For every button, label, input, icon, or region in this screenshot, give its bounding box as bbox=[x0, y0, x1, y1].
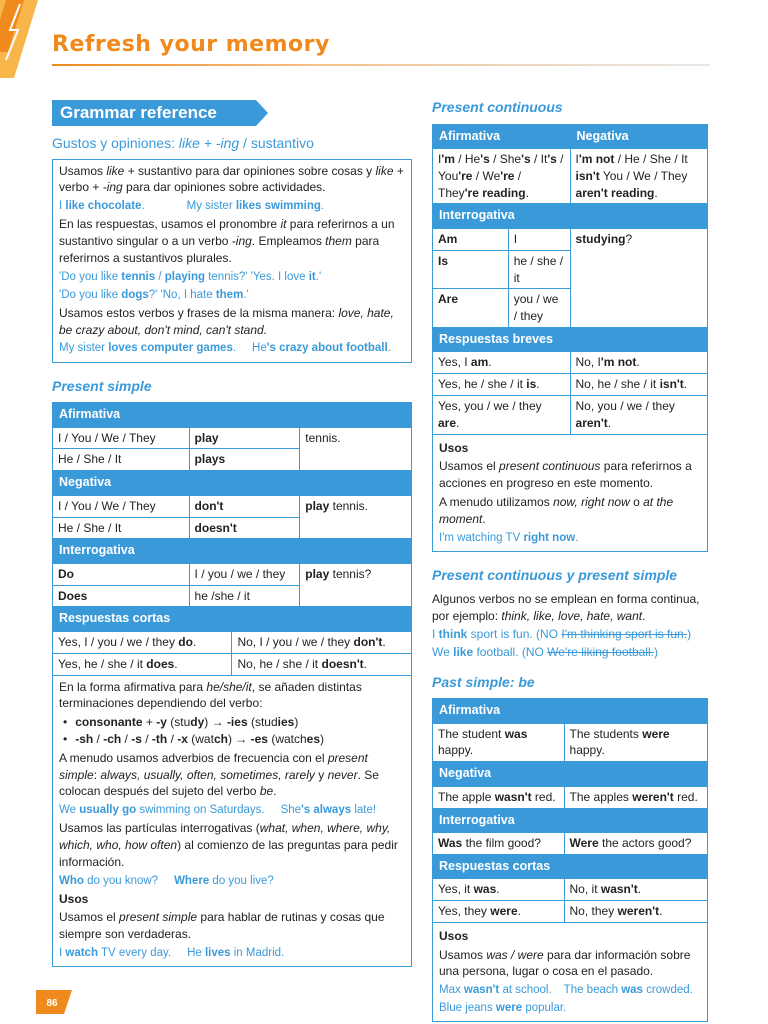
pc-resp-no-2: No, he / she / it isn't. bbox=[570, 374, 707, 396]
ps-aff-verb-1: play bbox=[189, 427, 300, 449]
pb-negativa-header: Negativa bbox=[433, 762, 708, 787]
present-simple-notes bbox=[52, 676, 412, 968]
gustos-box bbox=[52, 159, 412, 363]
pc-afirmativa-header: Afirmativa bbox=[433, 124, 571, 149]
gustos-paragraph-1: Usamos like + sustantivo para dar opiniones sobre cosas y like + verbo + -ing para dar opiniones sobre actividades. bbox=[59, 163, 404, 195]
page-number: 86 bbox=[46, 998, 58, 1009]
right-column bbox=[432, 98, 708, 1022]
ps-ending-rule-2: • -sh / -ch / -s / -th / -x (watch) → -es (watches) bbox=[63, 731, 405, 748]
pc-usos-heading: Usos bbox=[439, 440, 469, 455]
ps-example-frequency: We usually go swimming on Saturdays. She's always late! bbox=[59, 804, 377, 817]
past-simple-be-heading: Past simple: be bbox=[432, 673, 535, 690]
pc-int-aux-3: Are bbox=[433, 289, 509, 328]
pb-usos-heading: Usos bbox=[439, 928, 469, 943]
title-rule bbox=[52, 64, 710, 66]
ps-afirmativa-header: Afirmativa bbox=[53, 403, 412, 428]
ps-note-2: A menudo usamos adverbios de frecuencia con el present simple: always, usually, often, sometimes, rarely y never. Se colocan después del sujeto del verbo be. bbox=[59, 750, 379, 799]
gustos-example-1: I like chocolate. My sister likes swimming. bbox=[59, 200, 325, 213]
pb-resp-yes-1: Yes, it was. bbox=[433, 879, 565, 901]
pb-interrogativa-header: Interrogativa bbox=[433, 808, 708, 833]
pc-int-subject-1: I bbox=[508, 228, 570, 250]
ps-usos-heading: Usos bbox=[59, 891, 89, 906]
ps-neg-aux-1: don't bbox=[189, 495, 300, 517]
pb-afirmativa-header: Afirmativa bbox=[433, 699, 708, 724]
ps-int-aux-1: Do bbox=[53, 563, 190, 585]
ps-int-aux-2: Does bbox=[53, 585, 190, 607]
pc-respuestas-header: Respuestas breves bbox=[433, 327, 708, 352]
ps-neg-verb: play tennis. bbox=[300, 495, 412, 539]
ps-example-usos: I watch TV every day. He lives in Madrid. bbox=[59, 947, 285, 960]
past-simple-be-table bbox=[432, 698, 708, 923]
pb-resp-yes-2: Yes, they were. bbox=[433, 901, 565, 923]
ps-respuestas-header: Respuestas cortas bbox=[53, 607, 412, 632]
pb-int-plural: Were the actors good? bbox=[564, 833, 707, 855]
ps-resp-no-2: No, he / she / it doesn't. bbox=[232, 653, 412, 675]
pc-int-subject-3: you / we / they bbox=[508, 289, 570, 328]
pc-negativa-header: Negativa bbox=[570, 124, 707, 149]
page-title: Refresh your memory bbox=[52, 32, 330, 57]
ps-resp-yes-2: Yes, he / she / it does. bbox=[53, 653, 232, 675]
pc-resp-yes-3: Yes, you / we / they are. bbox=[433, 396, 571, 435]
pb-example-2: Blue jeans were popular. bbox=[439, 1002, 567, 1015]
gustos-paragraph-2: En las respuestas, usamos el pronombre it para referirnos a un sustantivo singular o a un verbo -ing. Empleamos them para referirnos a sustantivos plurales. bbox=[59, 217, 395, 265]
ps-aff-subject-2: He / She / It bbox=[53, 449, 190, 471]
grammar-reference-banner: Grammar reference bbox=[52, 100, 256, 126]
pb-example-1: Max wasn't at school. The beach was crowded. bbox=[439, 984, 693, 997]
pc-int-aux-1: Am bbox=[433, 228, 509, 250]
ps-example-questions: Who do you know? Where do you live? bbox=[59, 874, 274, 887]
pc-vs-ps-paragraph: Algunos verbos no se emplean en forma continua, por ejemplo: think, like, love, hate, want. bbox=[432, 592, 700, 624]
pb-respuestas-header: Respuestas cortas bbox=[433, 854, 708, 879]
ps-aff-verb-2: plays bbox=[189, 449, 300, 471]
past-simple-be-notes bbox=[432, 923, 708, 1023]
ps-note-4: Usamos el present simple para hablar de rutinas y cosas que siempre son verdaderas. bbox=[59, 910, 385, 942]
pb-aff-singular: The student was happy. bbox=[433, 723, 565, 762]
gustos-example-2: 'Do you like tennis / playing tennis?' 'Yes. I love it.' bbox=[59, 270, 322, 283]
present-simple-table bbox=[52, 402, 412, 675]
ps-int-subject-2: he /she / it bbox=[189, 585, 300, 607]
pc-int-aux-2: Is bbox=[433, 250, 509, 289]
corner-decoration bbox=[0, 0, 38, 78]
pb-aff-plural: The students were happy. bbox=[564, 723, 707, 762]
ps-interrogativa-header: Interrogativa bbox=[53, 539, 412, 564]
pb-resp-no-2: No, they weren't. bbox=[564, 901, 707, 923]
left-column bbox=[52, 100, 412, 967]
ps-int-subject-1: I / you / we / they bbox=[189, 563, 300, 585]
page-number-badge bbox=[36, 990, 72, 1014]
ps-resp-no-1: No, I / you / we / they don't. bbox=[232, 631, 412, 653]
pc-usos-1: Usamos el present continuous para referirnos a acciones en progreso en este momento. bbox=[439, 459, 692, 491]
pc-vs-ps-example-2: We like football. (NO We're liking football.) bbox=[432, 644, 658, 659]
ps-note-3: Usamos las partículas interrogativas (what, when, where, why, which, who, how often) al comienzo de las preguntas para pedir información. bbox=[59, 821, 398, 869]
ps-int-verb: play tennis? bbox=[300, 563, 412, 607]
pc-usos-example: I'm watching TV right now. bbox=[439, 531, 579, 544]
pc-resp-yes-2: Yes, he / she / it is. bbox=[433, 374, 571, 396]
pb-resp-no-1: No, it wasn't. bbox=[564, 879, 707, 901]
pb-neg-plural: The apples weren't red. bbox=[564, 786, 707, 808]
pc-neg-forms: I'm not / He / She / It isn't You / We / They aren't reading. bbox=[570, 149, 707, 204]
gustos-example-3: 'Do you like dogs?' 'No, I hate them.' bbox=[59, 288, 249, 301]
ps-neg-subject-2: He / She / It bbox=[53, 517, 190, 539]
pc-int-verb: studying? bbox=[570, 228, 707, 327]
present-continuous-table bbox=[432, 124, 708, 435]
pc-usos-2: A menudo utilizamos now, right now o at the moment. bbox=[439, 495, 674, 526]
pc-vs-ps-heading: Present continuous y present simple bbox=[432, 566, 678, 583]
ps-ending-rule-1: • consonante + -y (study) → -ies (studies) bbox=[63, 714, 405, 731]
gustos-paragraph-3: Usamos estos verbos y frases de la misma manera: love, hate, be crazy about, don't mind, can't stand. bbox=[59, 305, 394, 337]
present-simple-heading: Present simple bbox=[52, 377, 152, 394]
ps-negativa-header: Negativa bbox=[53, 471, 412, 496]
pc-resp-no-3: No, you / we / they aren't. bbox=[570, 396, 707, 435]
pb-neg-singular: The apple wasn't red. bbox=[433, 786, 565, 808]
pb-int-singular: Was the film good? bbox=[433, 833, 565, 855]
ps-endings-list bbox=[63, 714, 405, 748]
ps-resp-yes-1: Yes, I / you / we / they do. bbox=[53, 631, 232, 653]
pc-vs-ps-text bbox=[432, 591, 708, 660]
gustos-example-4: My sister loves computer games. He's crazy about football. bbox=[59, 342, 391, 355]
pc-resp-yes-1: Yes, I am. bbox=[433, 352, 571, 374]
pc-interrogativa-header: Interrogativa bbox=[433, 204, 708, 229]
present-continuous-heading: Present continuous bbox=[432, 99, 563, 115]
pc-resp-no-1: No, I'm not. bbox=[570, 352, 707, 374]
pc-vs-ps-example-1: I think sport is fun. (NO I'm thinking sport is fun.) bbox=[432, 626, 692, 641]
pc-int-subject-2: he / she / it bbox=[508, 250, 570, 289]
gustos-heading: Gustos y opiniones: like + -ing / sustantivo bbox=[52, 135, 314, 151]
ps-aff-subject-1: I / You / We / They bbox=[53, 427, 190, 449]
pb-usos-1: Usamos was / were para dar información sobre una persona, lugar o cosa en el pasado. bbox=[439, 947, 691, 979]
ps-note-1: En la forma afirmativa para he/she/it, se añaden distintas terminaciones dependiendo del verbo: bbox=[59, 679, 362, 711]
ps-aff-object: tennis. bbox=[300, 427, 412, 471]
present-continuous-notes bbox=[432, 435, 708, 552]
ps-neg-subject-1: I / You / We / They bbox=[53, 495, 190, 517]
pc-aff-forms: I'm / He's / She's / It's / You're / We're / They're reading. bbox=[433, 149, 571, 204]
ps-neg-aux-2: doesn't bbox=[189, 517, 300, 539]
